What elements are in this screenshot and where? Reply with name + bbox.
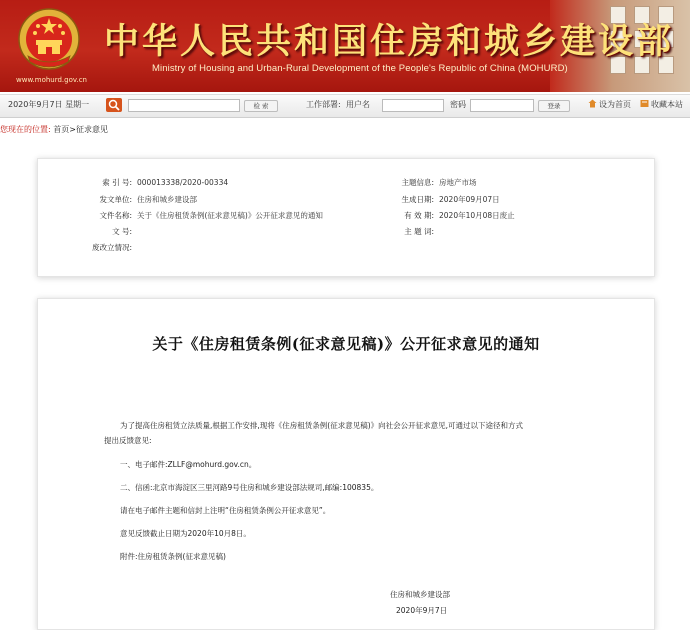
ministry-title-en: Ministry of Housing and Urban-Rural Development of the People's Republic of China (MOHURD) — [152, 63, 568, 74]
password-input[interactable] — [470, 99, 534, 112]
site-url[interactable]: www.mohurd.gov.cn — [16, 76, 87, 84]
home-icon — [588, 99, 597, 108]
current-date: 2020年9月7日 星期一 — [8, 100, 90, 109]
breadcrumb-prefix: 您现在的位置: — [0, 125, 51, 134]
username-label: 用户名 — [346, 100, 370, 109]
document-info-panel — [37, 158, 655, 277]
meta-doc-name: 文件名称: 关于《住房租赁条例(征求意见稿)》公开征求意见的通知 — [99, 211, 323, 220]
notice-sign-date: 2020年9月7日 — [396, 606, 448, 615]
search-button[interactable]: 检 索 — [244, 100, 278, 112]
breadcrumb — [0, 124, 108, 135]
notice-document — [37, 298, 655, 630]
ministry-title: 中华人民共和国住房和城乡建设部 — [104, 21, 675, 62]
meta-index: 索 引 号: 000013338/2020-00334 — [102, 178, 229, 187]
notice-paragraph-line2: 提出反馈意见: — [104, 436, 152, 445]
meta-status: 废改立情况: — [91, 243, 132, 252]
notice-note: 请在电子邮件主题和信封上注明“住房租赁条例公开征求意见”。 — [120, 506, 331, 515]
site-banner — [0, 0, 690, 92]
notice-paragraph-line1: 为了提高住房租赁立法质量,根据工作安排,现将《住房租赁条例(征求意见稿)》向社会公开征求意见,可通过以下途径和方式 — [120, 421, 524, 430]
notice-title: 关于《住房租赁条例(征求意见稿)》公开征求意见的通知 — [152, 335, 540, 353]
meta-valid: 有 效 期: 2020年10月08日废止 — [404, 211, 515, 220]
meta-doc-no: 文 号: — [112, 227, 132, 236]
work-label: 工作部署: — [306, 100, 341, 109]
meta-issuer: 发文单位: 住房和城乡建设部 — [99, 195, 197, 204]
notice-signature: 住房和城乡建设部 — [390, 590, 450, 599]
favorite-link[interactable]: 收藏本站 — [651, 100, 683, 109]
top-toolbar — [0, 94, 690, 118]
search-icon[interactable] — [106, 98, 122, 112]
search-input[interactable] — [128, 99, 240, 112]
meta-topic: 主题信息: 房地产市场 — [401, 178, 477, 187]
breadcrumb-path[interactable]: 首页>征求意见 — [53, 125, 108, 134]
notice-attachment[interactable]: 附件:住房租赁条例(征求意见稿) — [120, 552, 226, 561]
notice-deadline: 意见反馈截止日期为2020年10月8日。 — [120, 529, 251, 538]
meta-keywords: 主 题 词: — [404, 227, 434, 236]
notice-item-letter: 二、信函:北京市海淀区三里河路9号住房和城乡建设部法规司,邮编:100835。 — [120, 483, 379, 492]
national-emblem-icon — [16, 6, 82, 76]
set-home-link[interactable]: 设为首页 — [599, 100, 631, 109]
login-button[interactable]: 登录 — [538, 100, 570, 112]
favorite-icon — [640, 99, 649, 108]
password-label: 密码 — [450, 100, 466, 109]
username-input[interactable] — [382, 99, 444, 112]
notice-item-email: 一、电子邮件:ZLLF@mohurd.gov.cn。 — [120, 460, 257, 469]
meta-date: 生成日期: 2020年09月07日 — [401, 195, 500, 204]
